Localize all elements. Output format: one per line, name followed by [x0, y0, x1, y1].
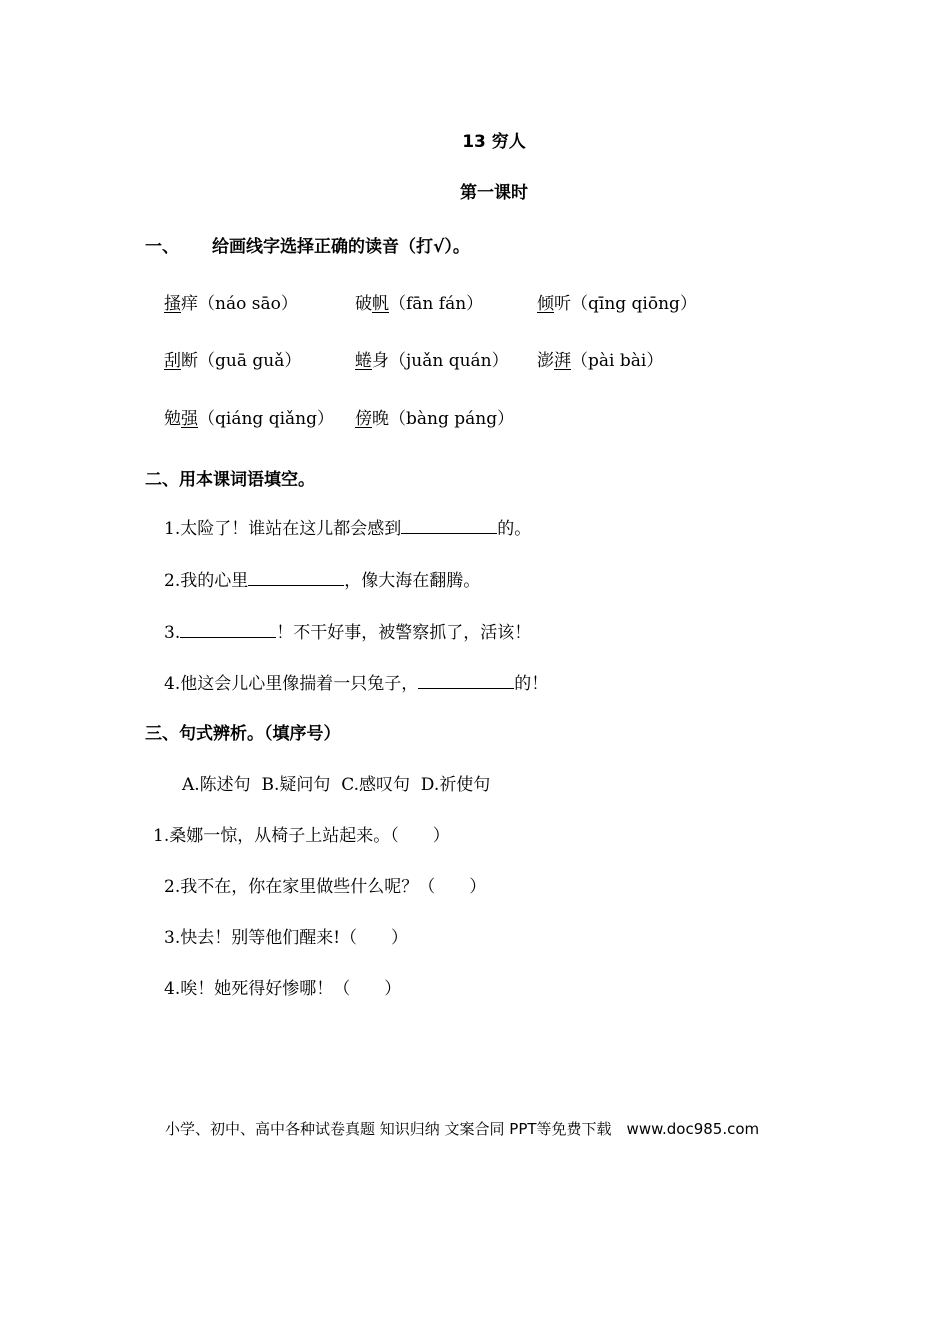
section1-heading-number: 一、: [145, 237, 179, 257]
section3-heading: 三、句式辨析。（填序号）: [145, 724, 341, 744]
underlined-char: 刮: [164, 351, 181, 371]
underlined-char: 强: [181, 409, 198, 429]
answer-blank[interactable]: [418, 674, 514, 689]
section2-heading: 二、用本课词语填空。: [145, 470, 315, 490]
underlined-char: 帆: [372, 294, 389, 314]
word-item-8: 傍晚（bàng páng）: [355, 409, 515, 429]
page-title: 13 穷人: [462, 132, 526, 152]
word-item-4: 刮断（guā guǎ）: [164, 351, 302, 371]
word-item-7: 勉强（qiáng qiǎng）: [164, 409, 334, 429]
word-item-2: 破帆（fān fán）: [355, 294, 484, 314]
word-item-3: 倾听（qīng qiōng）: [537, 294, 697, 314]
fill-question-4: 4.他这会儿心里像揣着一只兔子， 的！: [164, 674, 549, 694]
fill-question-3: 3. ！不干好事，被警察抓了，活该！: [164, 623, 532, 643]
word-item-1: 搔痒（náo sāo）: [164, 294, 298, 314]
underlined-char: 傍: [355, 409, 372, 429]
word-item-6: 澎湃（pài bài）: [537, 351, 664, 371]
fill-question-1: 1.太险了！谁站在这儿都会感到 的。: [164, 519, 532, 539]
answer-blank[interactable]: [401, 519, 497, 534]
page-subtitle: 第一课时: [460, 183, 528, 203]
answer-blank[interactable]: [180, 623, 276, 638]
underlined-char: 湃: [554, 351, 571, 371]
word-item-5: 蜷身（juǎn quán）: [355, 351, 509, 371]
sentence-question-1: 1.桑娜一惊，从椅子上站起来。（ ）: [153, 826, 450, 846]
underlined-char: 搔: [164, 294, 181, 314]
sentence-question-3: 3.快去！别等他们醒来!（ ）: [164, 928, 409, 948]
sentence-question-2: 2.我不在，你在家里做些什么呢？（ ）: [164, 877, 487, 897]
section1-heading: 给画线字选择正确的读音（打√）。: [212, 237, 470, 257]
footer-text: 小学、初中、高中各种试卷真题 知识归纳 文案合同 PPT等免费下载 www.doc985.com: [165, 1120, 760, 1138]
sentence-question-4: 4.唉！她死得好惨哪！（ ）: [164, 979, 402, 999]
sentence-type-options: A.陈述句 B.疑问句 C.感叹句 D.祈使句: [182, 775, 491, 795]
underlined-char: 蜷: [355, 351, 372, 371]
answer-blank[interactable]: [248, 571, 344, 586]
fill-question-2: 2.我的心里 ，像大海在翻腾。: [164, 571, 481, 591]
underlined-char: 倾: [537, 294, 554, 314]
